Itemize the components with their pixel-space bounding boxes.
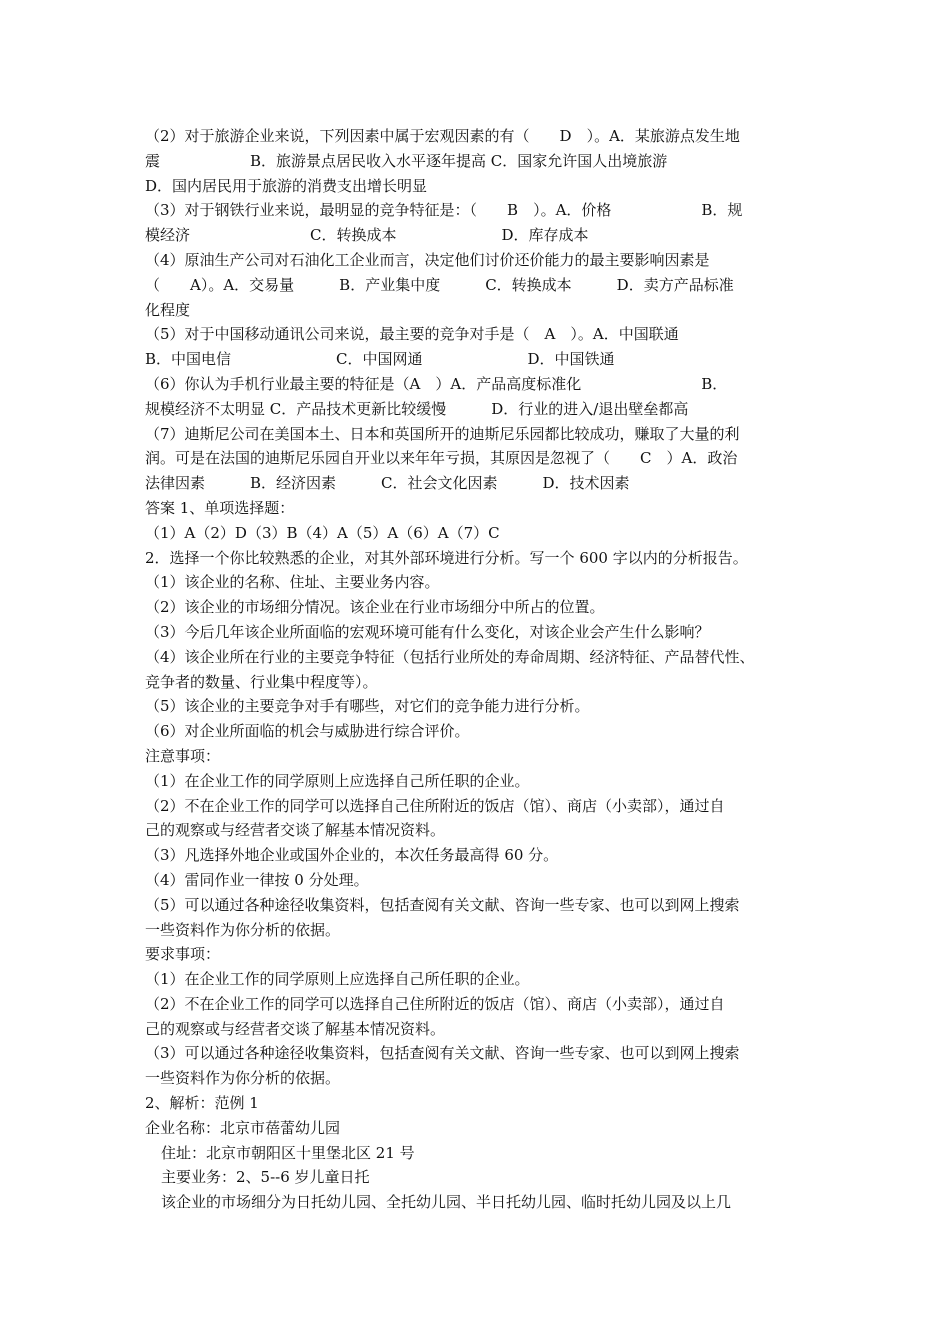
text-line: 住址：北京市朝阳区十里堡北区 21 号 — [161, 1143, 415, 1162]
text-line: （3）可以通过各种途径收集资料，包括查阅有关文献、咨询一些专家、也可以到网上搜索 — [145, 1044, 740, 1063]
text-line: 己的观察或与经营者交谈了解基本情况资料。 — [145, 1019, 446, 1038]
text-line: （5）对于中国移动通讯公司来说，最主要的竞争对手是（ A ）。A．中国联通 — [145, 325, 679, 344]
text-line: （1）在企业工作的同学原则上应选择自己所任职的企业。 — [145, 970, 530, 989]
question-heading: 2．选择一个你比较熟悉的企业，对其外部环境进行分析。写一个 600 字以内的分析报告。 — [145, 548, 748, 567]
text-line: （4）原油生产公司对石油化工企业而言，决定他们讨价还价能力的最主要影响因素是 — [145, 250, 710, 269]
document-page — [145, 124, 817, 1215]
section-heading: 注意事项： — [145, 746, 221, 765]
text-line: （2）该企业的市场细分情况。该企业在行业市场细分中所占的位置。 — [145, 598, 605, 617]
text-line: 法律因素 B．经济因素 C．社会文化因素 D．技术因素 — [145, 474, 630, 493]
text-line: 一些资料作为你分析的依据。 — [145, 1069, 341, 1088]
section-heading: 2、解析：范例 1 — [145, 1094, 259, 1113]
text-line: 震 B．旅游景点居民收入水平逐年提高 C．国家允许国人出境旅游 — [145, 151, 668, 170]
text-line: （2）对于旅游企业来说，下列因素中属于宏观因素的有（ D ）。A．某旅游点发生地 — [145, 127, 740, 145]
text-line: （1）该企业的名称、住址、主要业务内容。 — [145, 573, 440, 592]
answer-heading: 答案 1、单项选择题： — [145, 498, 295, 517]
text-line: （6）对企业所面临的机会与威胁进行综合评价。 — [145, 722, 470, 741]
text-line: 规模经济不太明显 C．产品技术更新比较缓慢 D．行业的进入/退出壁垒都高 — [145, 399, 689, 418]
text-line: （4）雷同作业一律按 0 分处理。 — [145, 870, 369, 889]
text-line: （3）今后几年该企业所面临的宏观环境可能有什么变化，对该企业会产生什么影响？ — [145, 622, 710, 641]
text-line: 化程度 — [145, 300, 191, 319]
text-line: （2）不在企业工作的同学可以选择自己住所附近的饭店（馆）、商店（小卖部），通过自 — [145, 994, 725, 1013]
text-line: （7）迪斯尼公司在美国本土、日本和英国所开的迪斯尼乐园都比较成功，赚取了大量的利 — [145, 424, 740, 443]
text-line: （1）在企业工作的同学原则上应选择自己所任职的企业。 — [145, 771, 530, 790]
text-line: （3）凡选择外地企业或国外企业的，本次任务最高得 60 分。 — [145, 846, 559, 865]
text-line: （5）该企业的主要竞争对手有哪些，对它们的竞争能力进行分析。 — [145, 697, 590, 716]
text-line: （ A）。A．交易量 B．产业集中度 C．转换成本 D．卖方产品标准 — [145, 275, 734, 294]
text-line: （5）可以通过各种途径收集资料，包括查阅有关文献、咨询一些专家、也可以到网上搜索 — [145, 895, 740, 914]
text-line: B．中国电信 C．中国网通 D．中国铁通 — [145, 350, 615, 369]
text-line: 己的观察或与经营者交谈了解基本情况资料。 — [145, 821, 446, 840]
text-line: 竞争者的数量、行业集中程度等）。 — [145, 672, 378, 691]
answer-line: （1）A（2）D（3）B（4）A（5）A（6）A（7）C — [145, 523, 500, 542]
text-line: 企业名称：北京市蓓蕾幼儿园 — [145, 1118, 341, 1137]
text-line: D．国内居民用于旅游的消费支出增长明显 — [145, 176, 428, 195]
text-line: 润。可是在法国的迪斯尼乐园自开业以来年年亏损，其原因是忽视了（ C ）A．政治 — [145, 449, 738, 468]
text-line: 该企业的市场细分为日托幼儿园、全托幼儿园、半日托幼儿园、临时托幼儿园及以上几 — [161, 1193, 732, 1212]
section-heading: 要求事项： — [145, 945, 221, 964]
text-line: （2）不在企业工作的同学可以选择自己住所附近的饭店（馆）、商店（小卖部），通过自 — [145, 796, 725, 815]
text-line: （3）对于钢铁行业来说，最明显的竞争特征是：（ B ）。A．价格 B．规 — [145, 201, 743, 220]
text-line: 一些资料作为你分析的依据。 — [145, 920, 341, 939]
text-line: 主要业务：2、5--6 岁儿童日托 — [161, 1168, 370, 1187]
text-line: （6）你认为手机行业最主要的特征是（A ）A．产品高度标准化 B． — [145, 374, 728, 393]
text-line: 模经济 C．转换成本 D．库存成本 — [145, 226, 589, 245]
text-line: （4）该企业所在行业的主要竞争特征（包括行业所处的寿命周期、经济特征、产品替代性、 — [145, 647, 755, 666]
